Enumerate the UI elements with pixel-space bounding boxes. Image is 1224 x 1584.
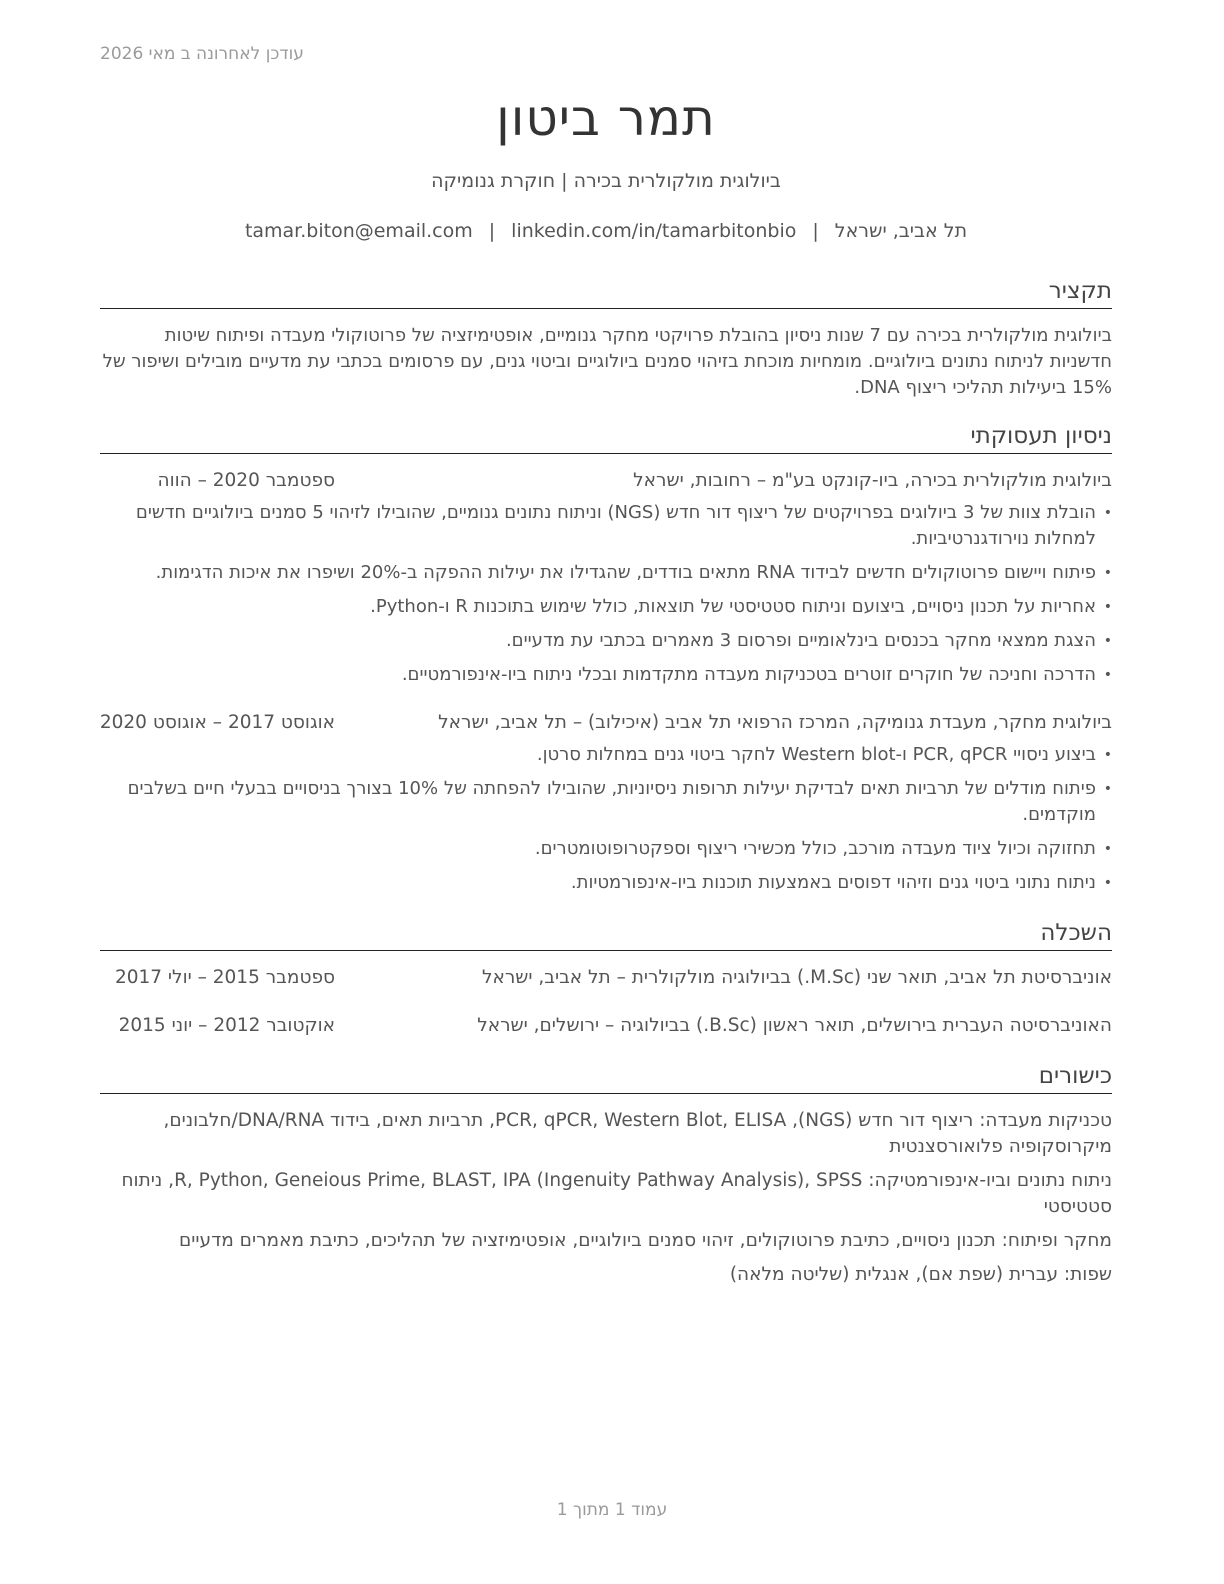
job-bullet: • ביצוע ניסויי PCR, qPCR ו-Western blot לחקר ביטוי גנים במחלות סרטן. [100,742,1112,768]
job-bullet: • הצגת ממצאי מחקר בכנסים בינלאומיים ופרסום 3 מאמרים בכתבי עת מדעיים. [100,628,1112,654]
job-bullet: • פיתוח ויישום פרוטוקולים חדשים לבידוד RNA מתאים בודדים, שהגדילו את יעילות ההפקה ב-20% ושיפרו את איכות הדגימות. [100,560,1112,586]
job-role: ביולוגית מחקר, מעבדת גנומיקה, המרכז הרפואי תל אביב (איכילוב) – תל אביב, ישראל [438,712,1112,733]
resume-page [100,88,1112,1296]
job-bullet: • הדרכה וחניכה של חוקרים זוטרים בטכניקות מעבדה מתקדמות ובכלי ניתוח ביו-אינפורמטיים. [100,662,1112,688]
job-bullet: • הובלת צוות של 3 ביולוגים בפרויקטים של ריצוף דור חדש (NGS) וניתוח נתונים גנומיים, שהובילו לזיהוי 5 סמנים ביולוגיים חדשים למחלות נוירודגנרטיביות. [100,500,1112,552]
job-bullet: • אחריות על תכנון ניסויים, ביצועם וניתוח סטטיסטי של תוצאות, כולל שימוש בתוכנות R ו-Python. [100,594,1112,620]
skills-heading: כישורים [100,1061,1112,1094]
education-dates: אוקטובר 2012 – יוני 2015 [118,1015,335,1036]
summary-heading: תקציר [100,276,1112,309]
linkedin-link[interactable]: linkedin.com/in/tamarbitonbio [511,220,797,242]
education-entry [100,1013,1112,1039]
job-dates: אוגוסט 2017 – אוגוסט 2020 [99,712,335,733]
education-dates: ספטמבר 2015 – יולי 2017 [114,967,335,988]
skill-line: שפות: עברית (שפת אם), אנגלית (שליטה מלאה) [729,1264,1112,1285]
candidate-name: תמר ביטון [496,89,716,147]
email-link[interactable]: tamar.biton@email.com [244,220,473,242]
degree: אוניברסיטת תל אביב, תואר שני (M.Sc.) בביולוגיה מולקולרית – תל אביב, ישראל [481,967,1112,988]
degree: האוניברסיטה העברית בירושלים, תואר ראשון (B.Sc.) בביולוגיה – ירושלים, ישראל [477,1015,1112,1036]
page-number: עמוד 1 מתוך 1 [556,1500,668,1520]
contact-line [100,220,1112,242]
separator: | [812,220,819,242]
job-entry [100,710,1112,896]
experience-heading: ניסיון תעסוקתי [100,421,1112,454]
separator: | [488,220,496,242]
job-bullet: • ניתוח נתוני ביטוי גנים וזיהוי דפוסים באמצעות תוכנות ביו-אינפורמטיות. [100,870,1112,896]
education-heading: השכלה [100,918,1112,951]
location: תל אביב, ישראל [834,220,968,242]
job-role: ביולוגית מולקולרית בכירה, ביו-קונקט בע"מ – רחובות, ישראל [633,470,1112,491]
job-entry [100,468,1112,688]
education-entry [100,965,1112,991]
last-updated: עודכן לאחרונה ב מאי 2026 [100,44,304,64]
skill-line: טכניקות מעבדה: ריצוף דור חדש (NGS), PCR, qPCR, Western Blot, ELISA, תרביות תאים, בידוד DNA/RNA/חלבונים, מיקרוסקופיה פלואורסצנטית [163,1110,1112,1157]
skill-line: ניתוח נתונים וביו-אינפורמטיקה: R, Python, Geneious Prime, BLAST, IPA (Ingenuity Pathway Analysis), SPSS, ניתוח סטטיסטי [121,1170,1112,1217]
skill-line: מחקר ופיתוח: תכנון ניסויים, כתיבת פרוטוקולים, זיהוי סמנים ביולוגיים, אופטימיזציה של תהליכים, כתיבת מאמרים מדעיים [179,1230,1112,1251]
job-bullet: • תחזוקה וכיול ציוד מעבדה מורכב, כולל מכשירי ריצוף וספקטרופוטומטרים. [100,836,1112,862]
job-dates: ספטמבר 2020 – הווה [157,470,335,491]
tagline: ביולוגית מולקולרית בכירה | חוקרת גנומיקה [431,170,781,192]
summary-text: ביולוגית מולקולרית בכירה עם 7 שנות ניסיון בהובלת פרויקטי מחקר גנומיים, אופטימיזציה של פרוטוקולי מעבדה ופיתוח שיטות חדשניות לניתוח נתונים ביולוגיים. מומחיות מוכחת בזיהוי סמנים ביולוגיים וביטוי גנים, עם פרסומים בכתבי עת מדעיים מובילים ושיפור של 15% ביעילות תהליכי ריצוף DNA. [102,325,1112,398]
job-bullet: • פיתוח מודלים של תרביות תאים לבדיקת יעילות תרופות ניסיוניות, שהובילו להפחתה של 10% בצורך בניסויים בבעלי חיים בשלבים מוקדמים. [100,776,1112,828]
